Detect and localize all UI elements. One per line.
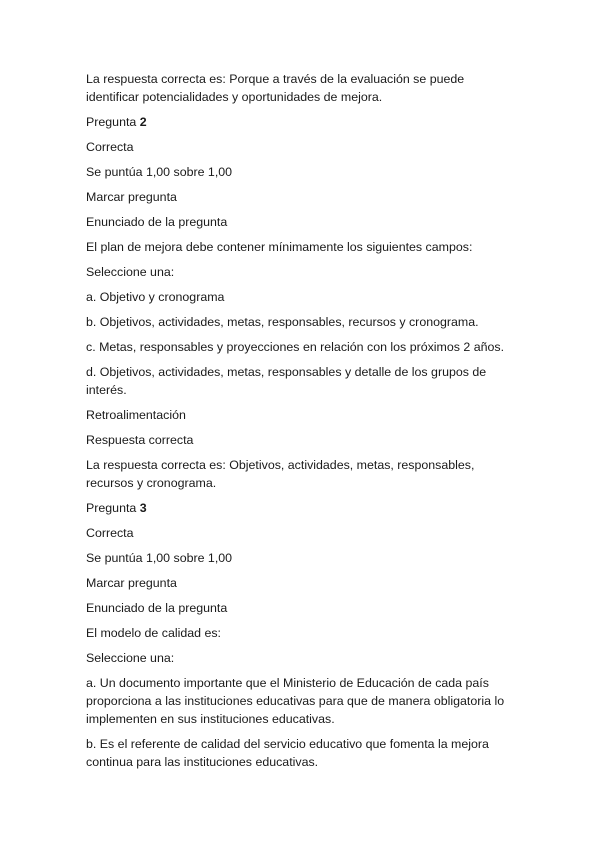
feedback-answer-q2: La respuesta correcta es: Objetivos, actividades, metas, responsables, recursos y cronograma. <box>86 458 475 490</box>
option-a: a. Objetivo y cronograma <box>86 290 225 304</box>
option-b: b. Objetivos, actividades, metas, responsables, recursos y cronograma. <box>86 315 479 329</box>
option-c: c. Metas, responsables y proyecciones en relación con los próximos 2 años. <box>86 340 505 354</box>
option-b: b. Es el referente de calidad del servicio educativo que fomenta la mejora continua para las instituciones educativas. <box>86 737 489 769</box>
flag-question-text: Marcar pregunta <box>86 190 177 204</box>
question-number: 3 <box>139 501 147 515</box>
question-statement-label: Enunciado de la pregunta <box>86 215 228 229</box>
question-heading-2 <box>86 113 514 131</box>
score-text: Se puntúa 1,00 sobre 1,00 <box>86 165 233 179</box>
question-statement-label: Enunciado de la pregunta <box>86 601 228 615</box>
question-number: 2 <box>139 115 147 129</box>
select-one-text: Seleccione una: <box>86 265 175 279</box>
question-text: El modelo de calidad es: <box>86 626 222 640</box>
question-text: El plan de mejora debe contener mínimamente los siguientes campos: <box>86 240 473 254</box>
option-d: d. Objetivos, actividades, metas, responsables y detalle de los grupos de interés. <box>86 365 487 397</box>
option-a: a. Un documento importante que el Ministerio de Educación de cada país proporciona a las instituciones educativas para que de manera obligatoria lo implementen en sus instituciones educativas. <box>86 676 505 726</box>
question-heading-3 <box>86 499 514 517</box>
feedback-answer-q1: La respuesta correcta es: Porque a través de la evaluación se puede identificar potencialidades y oportunidades de mejora. <box>86 72 465 104</box>
select-one-text: Seleccione una: <box>86 651 175 665</box>
status-text: Correcta <box>86 140 134 154</box>
question-label: Pregunta <box>86 115 140 129</box>
question-label: Pregunta <box>86 501 140 515</box>
status-text: Correcta <box>86 526 134 540</box>
score-text: Se puntúa 1,00 sobre 1,00 <box>86 551 233 565</box>
flag-question-text: Marcar pregunta <box>86 576 177 590</box>
feedback-label: Retroalimentación <box>86 408 186 422</box>
correct-answer-label: Respuesta correcta <box>86 433 194 447</box>
